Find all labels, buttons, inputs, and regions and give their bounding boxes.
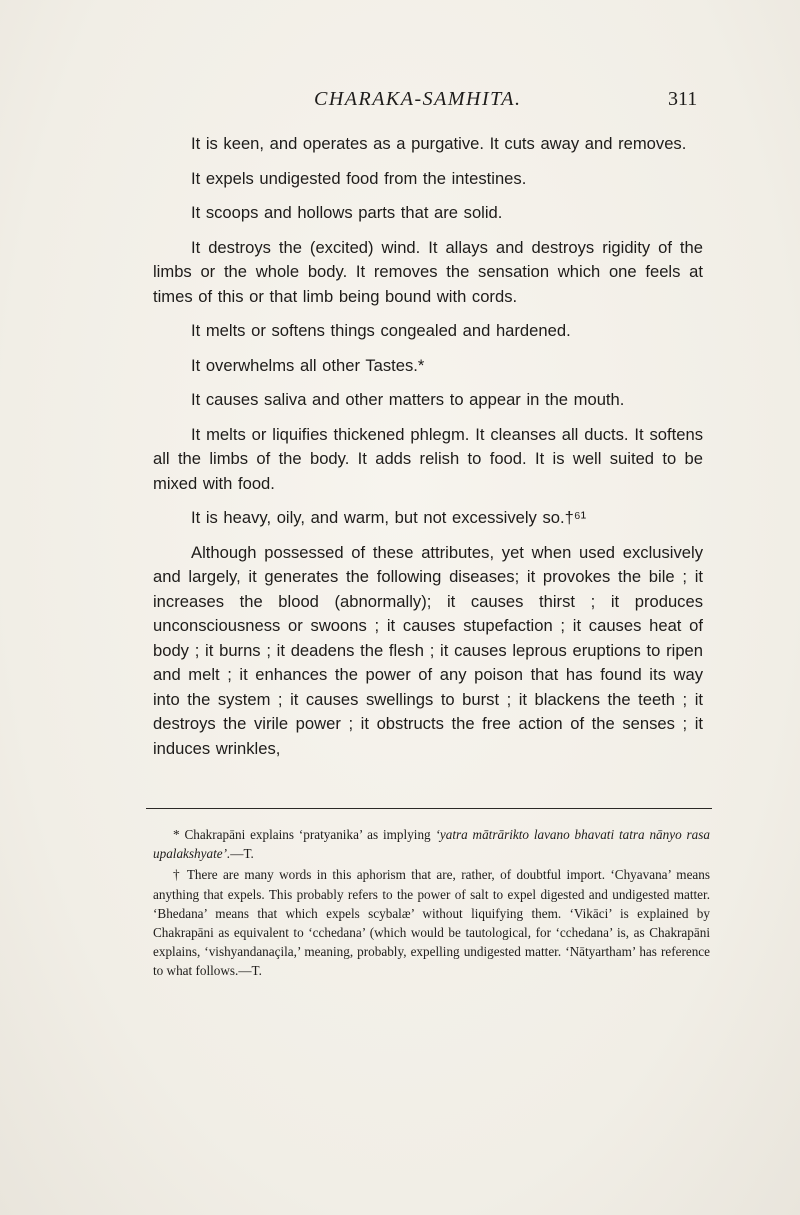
paragraph: It is keen, and operates as a purgative. It cuts away and removes. — [191, 134, 687, 153]
footnote-attribution: —T. — [230, 846, 254, 862]
paragraph: It overwhelms all other Tastes.* — [191, 355, 425, 375]
running-title: CHARAKA-SAMHITA. — [314, 88, 522, 110]
footnote-dagger: † There are many words in this aphorism that are, rather, of doubtful import. ‘Chyavana’ means anything that expels. This probably refers to the power of salt to expel digested and undigested matter. ‘Bhedana’ means that which expels scybalæ’ without liquifying them. ‘Vikāci’ is explained by Chakrapāni as equivalent to ‘cchedana’ (which would be tautological, for ‘cchedana’ is, as Chakrapāni explains, ‘vishyandanaçila,’ meaning, probably, expelling undigested matter. ‘Nātyartham’ has reference to what follows.—T. — [153, 867, 710, 979]
paragraph: It causes saliva and other matters to appear in the mouth. — [191, 390, 625, 409]
paragraph: It melts or softens things congealed and hardened. — [191, 321, 571, 340]
paragraph: It expels undigested food from the intestines. — [191, 168, 527, 188]
footnotes — [153, 825, 710, 981]
footnote-divider — [146, 808, 712, 809]
paragraph: It scoops and hollows parts that are solid. — [191, 203, 503, 222]
footnote-asterisk — [153, 825, 710, 863]
paragraph: It is heavy, oily, and warm, but not excessively so.†⁶¹ — [191, 508, 587, 527]
page-number: 311 — [668, 88, 698, 110]
footnote-text: * Chakrapāni explains ‘pratyanika’ as implying — [173, 827, 436, 842]
main-text — [153, 132, 703, 761]
paragraph: Although possessed of these attributes, yet when used exclusively and largely, it generates the following diseases; it provokes the bile ; it increases the blood (abnormally); it causes thirst ; it produces unconsciousness or swoons ; it causes stupefaction ; it causes heat of body ; it burns ; it deadens the flesh ; it causes leprous eruptions to ripen and melt ; it enhances the power of any poison that has found its way into the system ; it causes swellings to burst ; it blackens the teeth ; it destroys the virile power ; it obstructs the free action of the senses ; it induces wrinkles, — [153, 542, 703, 758]
paragraph: It destroys the (excited) wind. It allays and destroys rigidity of the limbs or the whole body. It removes the sensation which one feels at times of this or that limb being bound with cords. — [153, 237, 703, 306]
footnote-quote: ‘yatra mātrārikto lavano bhavati tatra nānyo rasa upalakshyate’. — [153, 827, 710, 862]
page-header — [0, 88, 800, 118]
paragraph: It melts or liquifies thickened phlegm. It cleanses all ducts. It softens all the limbs of the body. It adds relish to food. It is well suited to be mixed with food. — [153, 424, 703, 493]
